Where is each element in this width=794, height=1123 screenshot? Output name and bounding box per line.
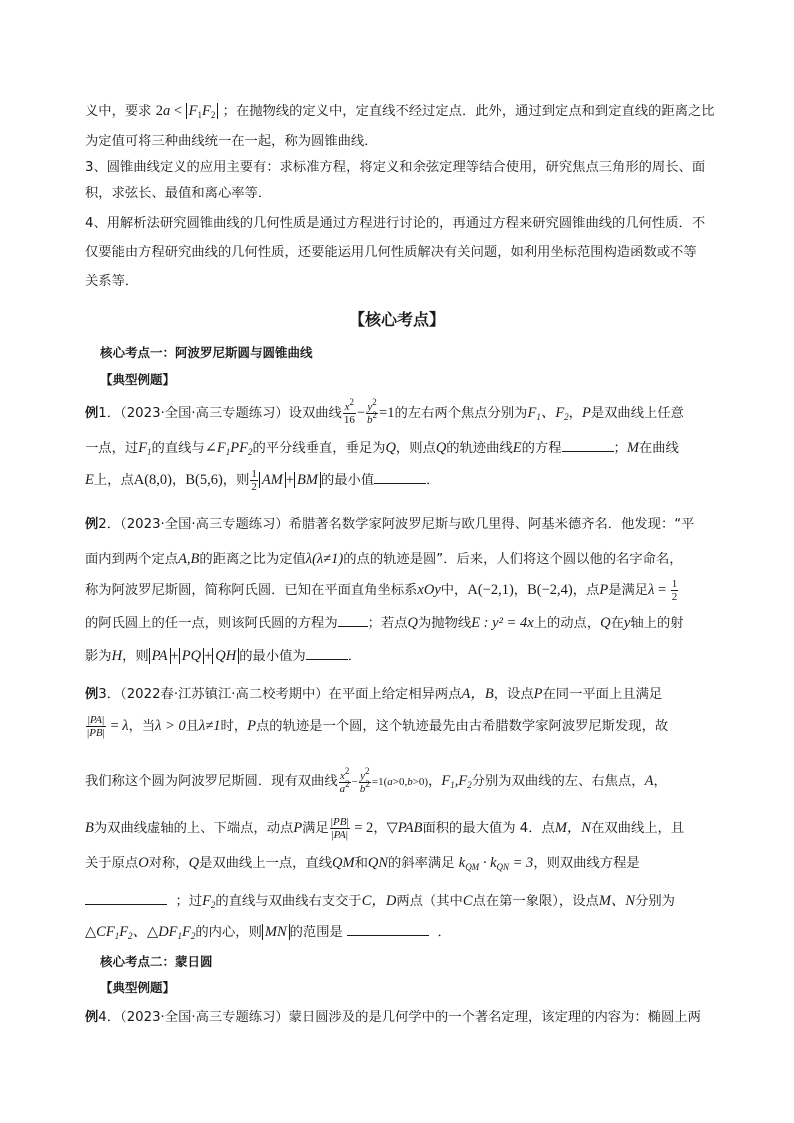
example-4-line-1	[85, 1007, 710, 1029]
point-b: B(5,6)	[185, 471, 223, 488]
lambda-value: λ = $\frac{1}{2}$	[648, 578, 678, 603]
example-label: 例	[85, 1010, 99, 1025]
point-a: A(−2,1)	[467, 581, 514, 598]
text: 4．（2023·全国·高三专题练习）蒙日圆涉及的是几何学中的一个著名定理，该定理的内容为：椭圆上两	[98, 1010, 701, 1025]
ratio-pb-pa: $\frac{|PB|}{|PA|}$ = 2	[330, 816, 374, 841]
var-y: y	[623, 615, 631, 631]
angle-f1pf2: $\angle F_1PF_2$	[204, 440, 253, 457]
min-expression: $\frac{1}{2}$ AM + BM	[249, 472, 321, 488]
var-q: Q	[188, 855, 200, 871]
point-a: A(8,0)	[133, 471, 173, 488]
section-title: 【核心考点】	[348, 310, 445, 329]
text: ，则双曲线方程是	[533, 856, 640, 871]
text: 在	[610, 616, 624, 631]
text: 3．（2022春·江苏镇江·高二校考期中）在平面上给定相异两点	[98, 687, 462, 702]
example-label: 例	[85, 517, 99, 532]
text: 分别为双曲线的左、右焦点，	[471, 774, 645, 790]
example-3-line-2	[85, 714, 710, 739]
answer-blank[interactable]	[85, 890, 167, 905]
example-1-line-1	[85, 397, 710, 426]
text: ；若点	[367, 616, 408, 631]
answer-blank[interactable]	[347, 921, 429, 936]
text: ，当	[128, 718, 156, 734]
text: ，点	[572, 582, 600, 598]
var-p: P	[533, 686, 543, 702]
triangles: $\triangle CF_1F_2$、$\triangle DF_1F_2$	[85, 924, 196, 941]
var-f2: $F_2$	[202, 893, 216, 910]
text-line-4: 积，求弦长、最值和离心率等．	[85, 186, 272, 201]
answer-blank[interactable]	[338, 612, 368, 627]
text: 点在第一象限），设点	[472, 894, 599, 909]
text: ，	[513, 582, 528, 598]
text: 的平分线垂直，垂足为	[252, 441, 386, 456]
text: ；过	[175, 894, 203, 909]
foci: $F_1$、$F_2$	[527, 404, 569, 422]
ratio-pa-pb: $\frac{|PA|}{|PB|}$ = λ	[87, 714, 129, 739]
text-line-2: 为定值可将三种曲线统一在一起，称为圆锥曲线．	[85, 134, 378, 149]
points-mn: M、N	[598, 893, 636, 909]
example-2-line-1	[85, 514, 710, 536]
text: 时，	[220, 718, 248, 734]
var-p: P	[599, 581, 609, 598]
text: ，	[172, 472, 186, 488]
text: 为双曲线虚轴的上、下端点，动点	[93, 820, 294, 836]
text: 在双曲线上，且	[591, 820, 685, 836]
text: 的方程	[521, 441, 562, 456]
var-q: Q	[407, 615, 419, 631]
text: 的范围是	[289, 925, 343, 940]
example-3-line-1	[85, 683, 710, 706]
var-p: P	[293, 819, 303, 836]
text: 上的动点，	[533, 616, 601, 631]
answer-blank[interactable]	[562, 437, 614, 452]
text: 一点，过	[85, 441, 139, 456]
text: 关于原点	[85, 856, 139, 871]
text-line-3: 3、圆锥曲线定义的应用主要有：求标准方程，将定义和余弦定理等结合使用，研究焦点三角形的周长、面	[85, 160, 706, 175]
var-e: E	[512, 440, 522, 456]
example-3-line-3	[85, 766, 710, 795]
inequality-render: $2a < F_1F_2$	[156, 103, 219, 119]
hyperbola-equation: $\frac{x^2}{16}$ − $\frac{y^2}{b^2}$ =1	[343, 397, 395, 426]
text: 2．（2023·全国·高三专题练习）希腊著名数学家阿波罗尼斯与欧几里得、阿基米德齐名．他发现：“平	[98, 517, 695, 532]
hyperbola-equation: $\frac{x^2}{a^2}$ − $\frac{y^2}{b^2}$ =1(a>0,b>0)	[339, 766, 429, 795]
text: 我们称这个圆为阿波罗尼斯圆．现有双曲线	[85, 774, 338, 790]
text: ，设点	[493, 687, 534, 702]
points-cd: C，D	[361, 893, 397, 909]
points-ab: A,B	[178, 551, 200, 567]
text: ，	[428, 774, 442, 790]
var-q: Q	[600, 615, 611, 631]
var-b: B	[85, 819, 94, 836]
text: 的左右两个焦点分别为	[394, 405, 528, 421]
text: 面积的最大值为 4．点	[422, 820, 555, 836]
text: 的点的轨迹是圆”．后来，人们将这个圆以他的名字命名，	[343, 552, 683, 567]
text-line-6: 仅要能由方程研究曲线的几何性质，还要能运用几何性质解决有关问题，如利用坐标范围构造函数或不等	[85, 245, 697, 260]
text: ，	[653, 774, 667, 790]
var-p: P	[581, 404, 591, 421]
text: 的最小值	[320, 472, 375, 488]
var-h: H	[111, 648, 123, 664]
text: 的直线与双曲线右支交于	[215, 894, 362, 909]
foci: $F_1,F_2$	[441, 773, 472, 791]
answer-blank[interactable]	[374, 469, 426, 484]
example-3-line-7	[85, 921, 710, 944]
text: 轴上的射	[630, 616, 684, 631]
lambda-gt-zero: λ > 0	[155, 717, 186, 734]
text: 的斜率满足	[388, 856, 455, 871]
var-q: Q	[435, 440, 447, 456]
text: 在同一平面上且满足	[542, 687, 663, 702]
key-point-1: 核心考点一：阿波罗尼斯圆与圆锥曲线	[100, 345, 313, 360]
var-f1: $F_1$	[138, 440, 152, 457]
text: 上，点	[93, 472, 134, 488]
slope-product: $k_{QM} \cdot k_{QN} = 3$	[458, 855, 534, 872]
text: 的距离之比为定值	[199, 552, 306, 567]
example-label: 例	[85, 405, 99, 421]
example-2-line-3	[85, 578, 710, 603]
text: 的直线与	[151, 441, 205, 456]
text: 影为	[85, 649, 112, 664]
text: 是满足	[608, 582, 649, 598]
parabola-equation: E : y² = 4x	[471, 615, 534, 631]
typical-examples-1: 【典型例题】	[100, 372, 176, 387]
text: 的轨迹曲线	[446, 441, 513, 456]
text: 面内到两个定点	[85, 552, 179, 567]
var-p: P	[247, 717, 256, 734]
var-e: E	[85, 471, 94, 488]
text: 对称，	[148, 856, 189, 871]
text: 义中，要求	[85, 104, 152, 119]
var-m: M	[626, 440, 639, 456]
var-q: Q	[385, 440, 396, 456]
text: 在曲线	[638, 441, 679, 456]
text: 为抛物线	[418, 616, 472, 631]
text: 和	[354, 856, 368, 871]
example-3-line-6	[85, 890, 710, 913]
key-point-2: 核心考点二：蒙日圆	[100, 954, 213, 969]
text: ．	[426, 472, 440, 488]
lambda-ne-one: λ≠1	[199, 717, 221, 734]
text: ，则	[222, 472, 250, 488]
text: 的阿氏圆上的任一点，则该阿氏圆的方程为	[85, 616, 338, 631]
example-2-line-5	[85, 645, 710, 668]
point-b: B(−2,4)	[527, 581, 573, 598]
text: 满足	[302, 820, 329, 836]
line-qm: QM	[332, 855, 355, 871]
min-expression: PA + PQ + QH	[149, 648, 240, 664]
text: 称为阿波罗尼斯圆，简称阿氏圆．已知在平面直角坐标系	[85, 582, 418, 598]
coord-system: xOy	[417, 581, 441, 598]
example-label: 例	[85, 687, 99, 702]
answer-blank[interactable]	[306, 645, 348, 660]
text: ，	[373, 820, 387, 836]
example-1-line-2	[85, 437, 710, 460]
text: ，则	[122, 649, 149, 664]
text: ；	[613, 441, 627, 456]
text-line-1	[85, 100, 715, 123]
lambda-condition: λ(λ≠1)	[305, 551, 344, 567]
text: ．	[437, 925, 451, 940]
text: 中，	[440, 582, 468, 598]
text: ．	[347, 649, 361, 664]
text: ；在抛物线的定义中，定直线不经过定点．此外，通过到定点和到定直线的距离之比	[222, 104, 715, 119]
example-3-line-5	[85, 852, 710, 875]
abs-mn: MN	[262, 924, 290, 940]
var-a: A	[644, 773, 654, 790]
var-o: O	[138, 855, 149, 871]
example-2-line-4	[85, 612, 710, 635]
text: 的内心，则	[195, 925, 262, 940]
example-1-line-3	[85, 468, 710, 493]
text: 且	[185, 718, 200, 734]
example-2-line-2	[85, 548, 710, 571]
text: 1．（2023·全国·高三专题练习）设双曲线	[98, 405, 342, 421]
text-line-5: 4、用解析法研究圆锥曲线的几何性质是通过方程进行讨论的，再通过方程来研究圆锥曲线的几何性质．不	[85, 216, 706, 231]
example-3-line-4	[85, 816, 710, 841]
typical-examples-2: 【典型例题】	[100, 980, 176, 995]
line-qn: QN	[367, 855, 389, 871]
points-ab: A，B	[461, 686, 494, 702]
text: 分别为	[635, 894, 675, 909]
text: 的最小值为	[239, 649, 306, 664]
text: 两点（其中	[396, 894, 463, 909]
text: ，则点	[395, 441, 436, 456]
text: 点的轨迹是一个圆，这个轨迹最先由古希腊数学家阿波罗尼斯发现，故	[256, 718, 669, 734]
points-mn: M，N	[554, 819, 592, 836]
var-c: C	[462, 893, 473, 909]
triangle-pab: ▽PAB	[386, 819, 423, 836]
text: ，	[568, 405, 582, 421]
text: 是双曲线上一点，直线	[199, 856, 333, 871]
text: 是双曲线上任意	[590, 405, 684, 421]
text-line-7: 关系等．	[85, 274, 139, 289]
